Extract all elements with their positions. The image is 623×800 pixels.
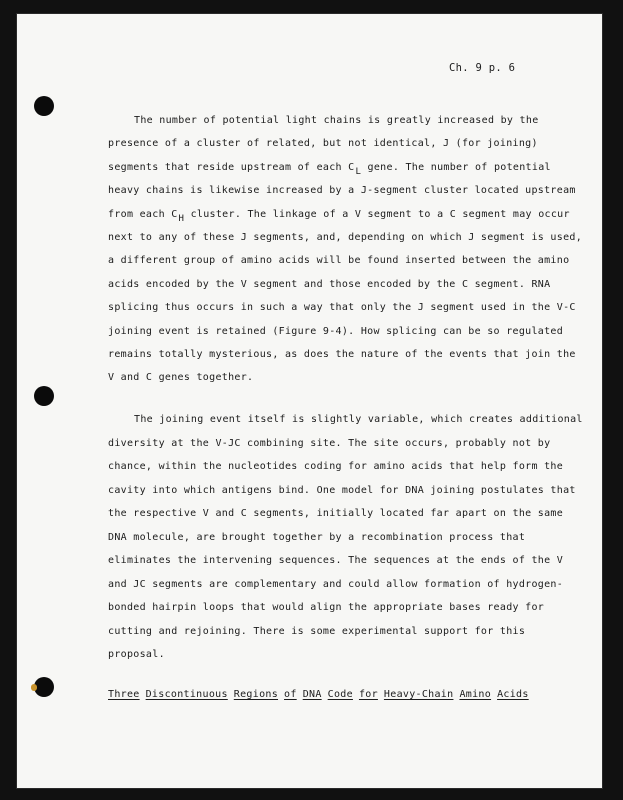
paragraph-1 — [108, 109, 583, 390]
text-line: DNA molecule, are brought together by a recombination process that — [108, 531, 526, 543]
subscript: H — [178, 213, 185, 224]
heading-word: Amino — [459, 689, 492, 700]
text-fragment: cluster. The linkage of a V segment to a C segment may occur — [184, 208, 570, 220]
heading-word: Code — [327, 689, 353, 700]
text-line: joining event is retained (Figure 9-4). How splicing can be so regulated — [108, 325, 564, 337]
text-line: eliminates the intervening sequences. The sequences at the ends of the V — [108, 555, 564, 566]
text-line: splicing thus occurs in such a way that only the J segment used in the V-C — [108, 302, 576, 314]
text-line: The joining event itself is slightly variable, which creates additional — [134, 414, 583, 425]
heading-word: Discontinuous — [145, 689, 228, 700]
heading-word: Regions — [233, 689, 279, 700]
text-line: The number of potential light chains is greatly increased by the — [134, 115, 539, 126]
text-line: presence of a cluster of related, but not identical, J (for joining) — [108, 138, 538, 150]
text-line: diversity at the V-JC combining site. The site occurs, probably not by — [108, 437, 551, 449]
text-line: cavity into which antigens bind. One model for DNA joining postulates that — [108, 484, 576, 496]
heading-word: DNA — [302, 689, 322, 700]
heading-word: for — [358, 689, 378, 700]
text-line: proposal. — [108, 649, 165, 660]
text-line: chance, within the nucleotides coding for amino acids that help form the — [108, 461, 564, 472]
binder-hole-top — [34, 96, 54, 116]
text-line: remains totally mysterious, as does the nature of the events that join the — [108, 348, 576, 360]
heading-word: Acids — [497, 689, 529, 700]
heading-word: of — [284, 689, 297, 700]
text-line: bonded hairpin loops that would align the appropriate bases ready for — [108, 602, 545, 613]
paragraph-2 — [108, 408, 583, 667]
text-line: V and C genes together. — [108, 372, 254, 384]
page-reference: Ch. 9 p. 6 — [449, 62, 516, 74]
heading-word: Three — [108, 689, 140, 700]
binder-hole-bottom — [34, 677, 54, 697]
text-line: a different group of amino acids will be found inserted between the amino — [108, 255, 570, 267]
text-line — [108, 156, 551, 179]
text-line: acids encoded by the V segment and those encoded by the C segment. RNA — [108, 278, 551, 290]
text-fragment: segments that reside upstream of each C — [108, 161, 355, 173]
text-fragment: from each C — [108, 208, 178, 220]
text-fragment: gene. The number of potential — [361, 161, 551, 173]
section-heading — [108, 689, 535, 700]
text-line: the respective V and C segments, initially located far apart on the same — [108, 508, 564, 519]
text-line: cutting and rejoining. There is some experimental support for this — [108, 625, 526, 637]
binder-hole-middle — [34, 386, 54, 406]
heading-word: Heavy-Chain — [383, 689, 454, 700]
text-line: next to any of these J segments, and, depending on which J segment is used, — [108, 231, 583, 243]
subscript: L — [355, 166, 362, 177]
text-line — [108, 203, 570, 226]
text-line: heavy chains is likewise increased by a J-segment cluster located upstream — [108, 185, 576, 197]
text-line: and JC segments are complementary and could allow formation of hydrogen- — [108, 578, 564, 590]
document-page — [17, 14, 602, 788]
